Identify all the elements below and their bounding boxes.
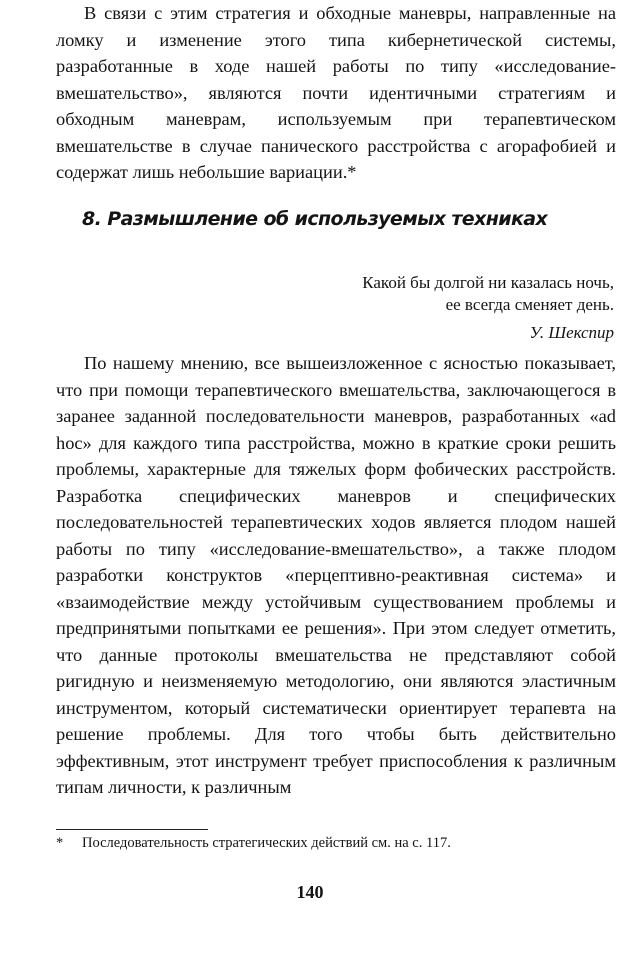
intro-text-block	[56, 0, 616, 186]
epigraph-line-2: ее всегда сменяет день.	[445, 295, 614, 314]
footnote	[56, 834, 616, 853]
epigraph-author: У. Шекспир	[529, 323, 614, 342]
intro-paragraph: В связи с этим стратегия и обходные маневры, направленные на ломку и изменение этого типа кибернетической системы, разработанные в ходе нашей работы по типу «исследование-вмешательство», являются почти идентичными стратегиям и обходным маневрам, используемым при терапевтическом вмешательстве в случае панического расстройства с агорафобией и содержат лишь небольшие вариации.*	[56, 3, 616, 182]
section-heading: 8. Размышление об используемых техниках	[82, 208, 548, 230]
footnote-text: Последовательность стратегических действий см. на с. 117.	[82, 835, 451, 851]
main-text-block	[56, 350, 616, 801]
footnote-separator	[56, 829, 208, 830]
main-paragraph: По нашему мнению, все вышеизложенное с ясностью показывает, что при помощи терапевтического вмешательства, заключающегося в заранее заданной последовательности маневров, разработанных «ad hoc» для каждого типа расстройства, можно в краткие сроки решить проблемы, характерные для тяжелых форм фобических расстройств. Разработка специфических маневров и специфических последовательностей терапевтических ходов является плодом нашей работы по типу «исследование-вмешательство», а также плодом разработки конструктов «перцептивно-реактивная система» и «взаимодействие между устойчивым существованием проблемы и предпринятыми попытками ее решения». При этом следует отметить, что данные протоколы вмешательства не представляют собой ригидную и неизменяемую методологию, они являются эластичным инструментом, который систематически ориентирует терапевта на решение проблемы. Для того чтобы быть действительно эффективным, этот инструмент требует приспособления к различным типам личности, к различным	[56, 353, 616, 797]
epigraph	[362, 272, 614, 344]
page-number: 140	[296, 882, 324, 902]
epigraph-line-1: Какой бы долгой ни казалась ночь,	[362, 273, 614, 292]
footnote-mark: *	[56, 835, 64, 851]
